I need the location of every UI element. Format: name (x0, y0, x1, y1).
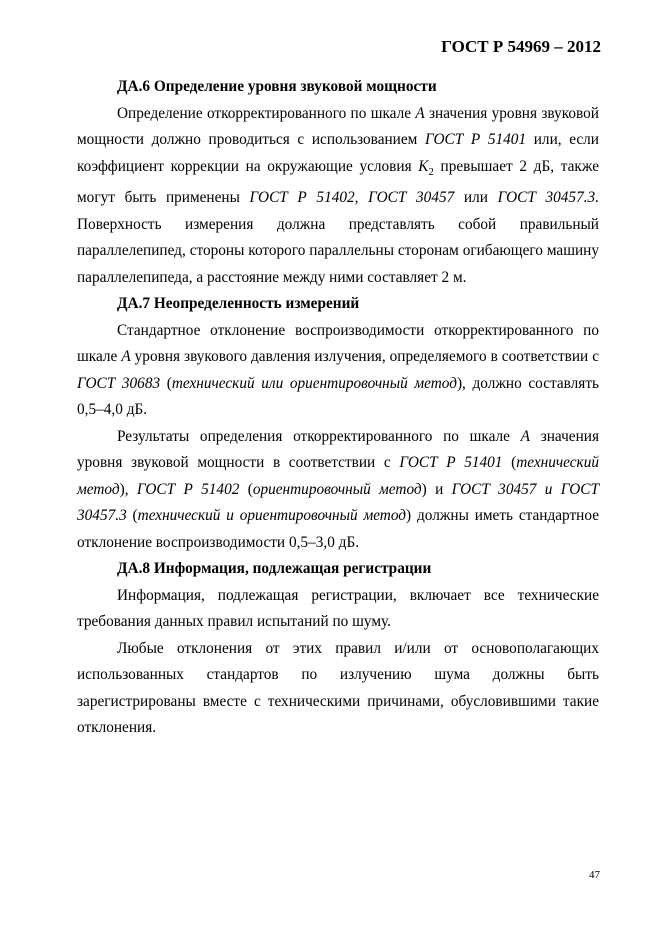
body-paragraph: Информация, подлежащая регистрации, включает все технические требования данных правил испытаний по шуму. (77, 586, 599, 631)
body-paragraph: Определение откорректированного по шкале A значения уровня звуковой мощности должно проводиться с использованием ГОСТ Р 51401 или, если коэффициент коррекции на окружающие условия $K_2$ превышает 2 дБ, также могут быть применены ГОСТ Р 51402, ГОСТ 30457 или ГОСТ 30457.3. Поверхность измерения должна представлять собой правильный параллелепипед, стороны которого параллельны сторонам огибающего машину параллелепипеда, а расстояние между ними составляет 2 м. (77, 104, 600, 286)
body-paragraph: Стандартное отклонение воспроизводимости откорректированного по шкале A уровня звукового давления излучения, определяемого в соответствии с ГОСТ 30683 (технический или ориентировочный метод), должно составлять 0,5–4,0 дБ. (77, 321, 599, 419)
document-header: ГОСТ Р 54969 – 2012 (441, 37, 601, 56)
body-paragraph: Результаты определения откорректированного по шкале A значения уровня звуковой мощности в соответствии с ГОСТ Р 51401 (технический метод), ГОСТ Р 51402 (ориентировочный метод) и ГОСТ 30457 и ГОСТ 30457.3 (технический и ориентировочный метод) должны иметь стандартное отклонение воспроизводимости 0,5–3,0 дБ. (77, 427, 600, 551)
section-heading: ДА.8 Информация, подлежащая регистрации (117, 560, 432, 578)
section-heading: ДА.6 Определение уровня звуковой мощности (117, 78, 437, 95)
page-number: 47 (589, 869, 600, 881)
section-heading: ДА.7 Неопределенность измерений (117, 295, 360, 313)
document-body (77, 74, 599, 742)
body-paragraph: Любые отклонения от этих правил и/или от основополагающих использованных стандартов по излучению шума должны быть зарегистрированы вместе с техническими причинами, обусловившими такие отклонения. (77, 639, 599, 737)
